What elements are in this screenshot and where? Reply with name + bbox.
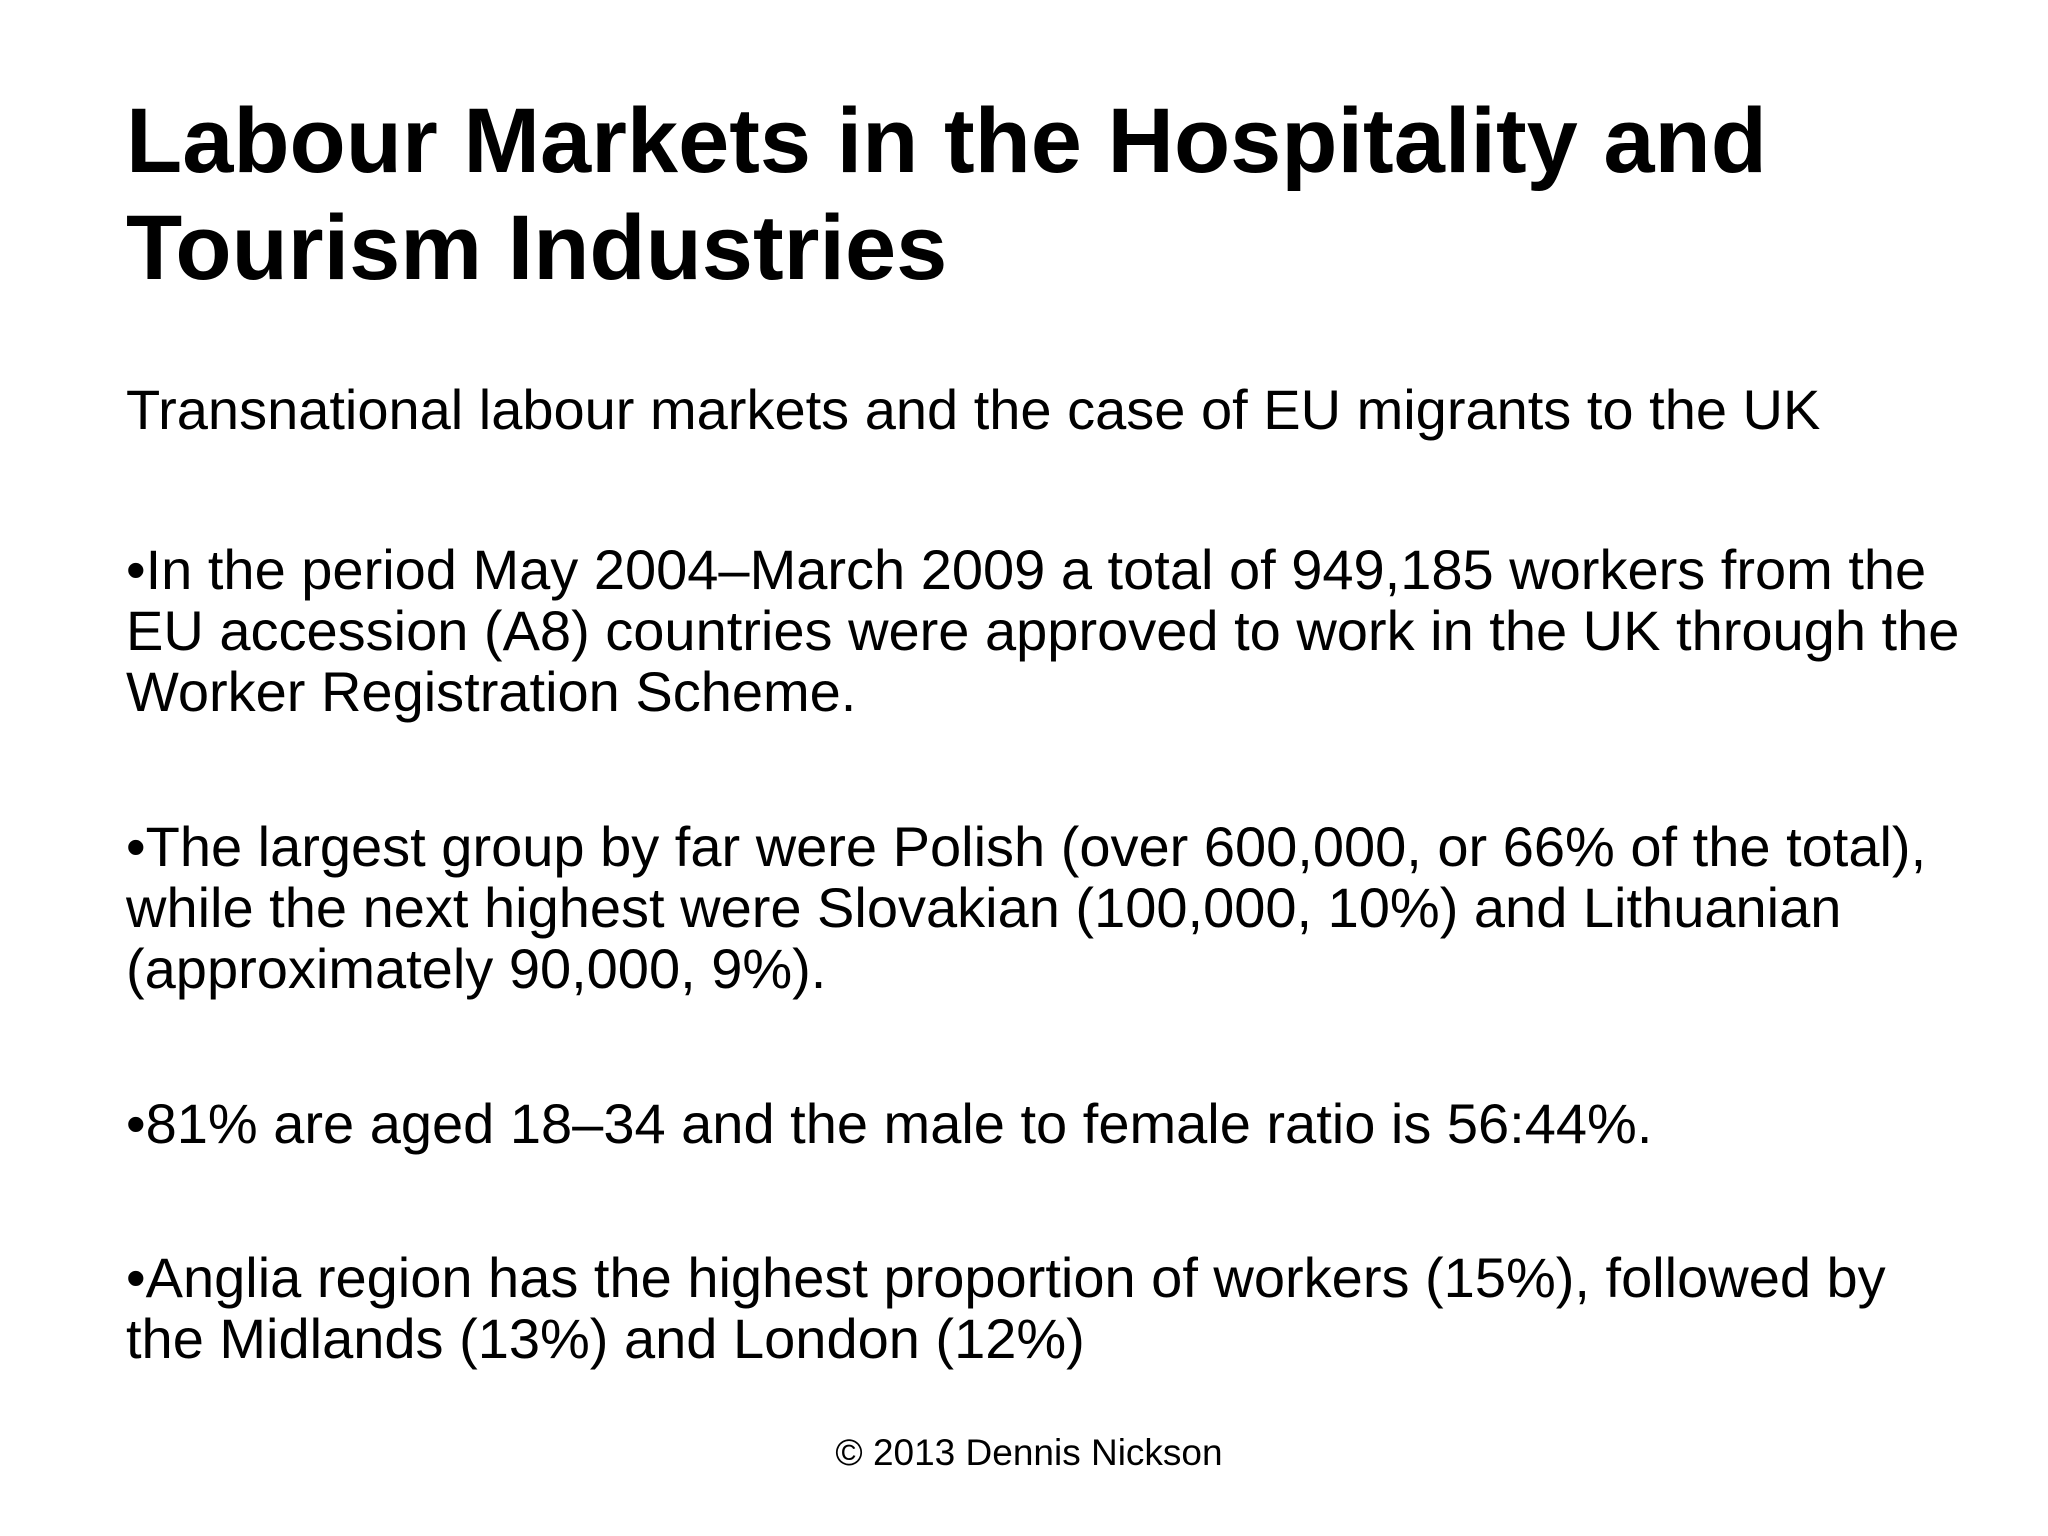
slide-subtitle: Transnational labour markets and the case of EU migrants to the UK <box>126 378 1821 441</box>
bullet-point: •In the period May 2004–March 2009 a total of 949,185 workers from the EU accession (A8) countries were approved to work in the UK through the Worker Registration Scheme. <box>126 538 1960 723</box>
copyright-footer: © 2013 Dennis Nickson <box>835 1432 1223 1473</box>
bullet-point: •81% are aged 18–34 and the male to female ratio is 56:44%. <box>126 1092 1653 1155</box>
slide-title: Labour Markets in the Hospitality and Tourism Industries <box>126 90 1767 299</box>
bullet-point: •The largest group by far were Polish (over 600,000, or 66% of the total), while the next highest were Slovakian (100,000, 10%) and Lithuanian (approximately 90,000, 9%). <box>126 815 1927 1000</box>
bullet-point: •Anglia region has the highest proportion of workers (15%), followed by the Midlands (13%) and London (12%) <box>126 1246 1886 1370</box>
